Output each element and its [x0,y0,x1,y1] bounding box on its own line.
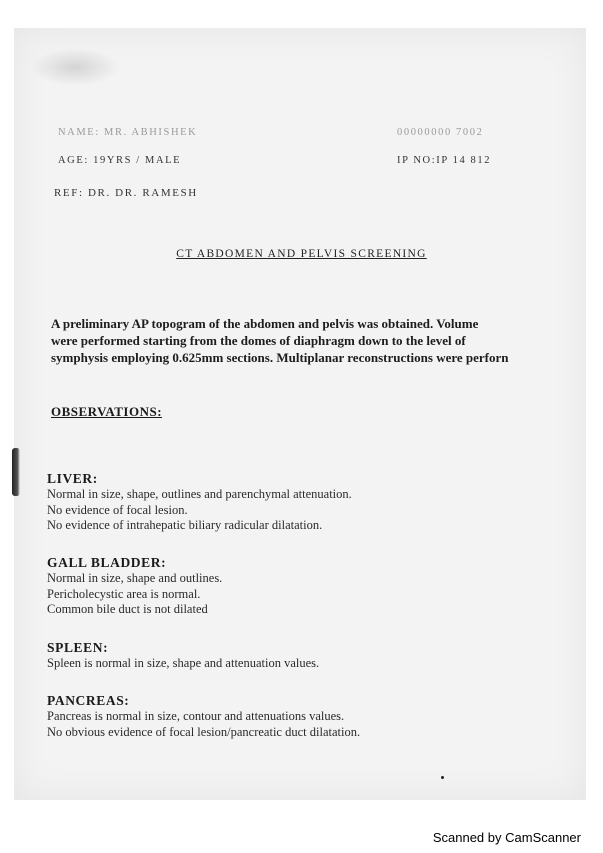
section-line: Common bile duct is not dilated [47,602,208,616]
section-line: No evidence of intrahepatic biliary radicular dilatation. [47,518,323,532]
hospital-logo-smudge [30,48,120,86]
spleen-section [47,639,527,672]
gall-bladder-section [47,554,527,618]
patient-id: 00000000 7002 [397,127,484,138]
section-line: Pancreas is normal in size, contour and attenuations values. [47,709,345,723]
patient-name: NAME: MR. ABHISHEK [58,127,198,138]
intro-line: symphysis employing 0.625mm sections. Multiplanar reconstructions were perforn [51,350,509,365]
section-heading: GALL BLADDER: [47,555,167,570]
section-line: No evidence of focal lesion. [47,502,188,517]
section-line: Pericholecystic area is normal. [47,586,201,601]
scanner-credit: Scanned by CamScanner [432,830,581,845]
intro-paragraph [51,315,591,366]
section-heading: SPLEEN: [47,640,109,655]
section-line: No obvious evidence of focal lesion/pancreatic duct dilatation. [47,724,361,739]
referring-doctor: REF: DR. DR. RAMESH [54,187,198,199]
section-line: Spleen is normal in size, shape and attenuation values. [47,656,320,670]
observations-heading: OBSERVATIONS: [51,404,163,419]
intro-line: were performed starting from the domes of diaphragm down to the level of [51,333,466,348]
section-line: Normal in size, shape, outlines and parenchymal attenuation. [47,487,352,501]
section-line: Normal in size, shape and outlines. [47,571,223,585]
report-title: CT ABDOMEN AND PELVIS SCREENING [176,248,427,260]
pancreas-section [47,692,527,740]
speck-mark [441,776,444,779]
liver-section [47,470,527,534]
section-heading: LIVER: [47,471,98,486]
patient-age-sex: AGE: 19YRS / MALE [58,155,182,166]
intro-line: A preliminary AP topogram of the abdomen and pelvis was obtained. Volume [51,316,479,331]
binder-edge-mark [12,448,20,496]
ip-number: IP NO:IP 14 812 [397,155,492,166]
section-heading: PANCREAS: [47,693,130,708]
